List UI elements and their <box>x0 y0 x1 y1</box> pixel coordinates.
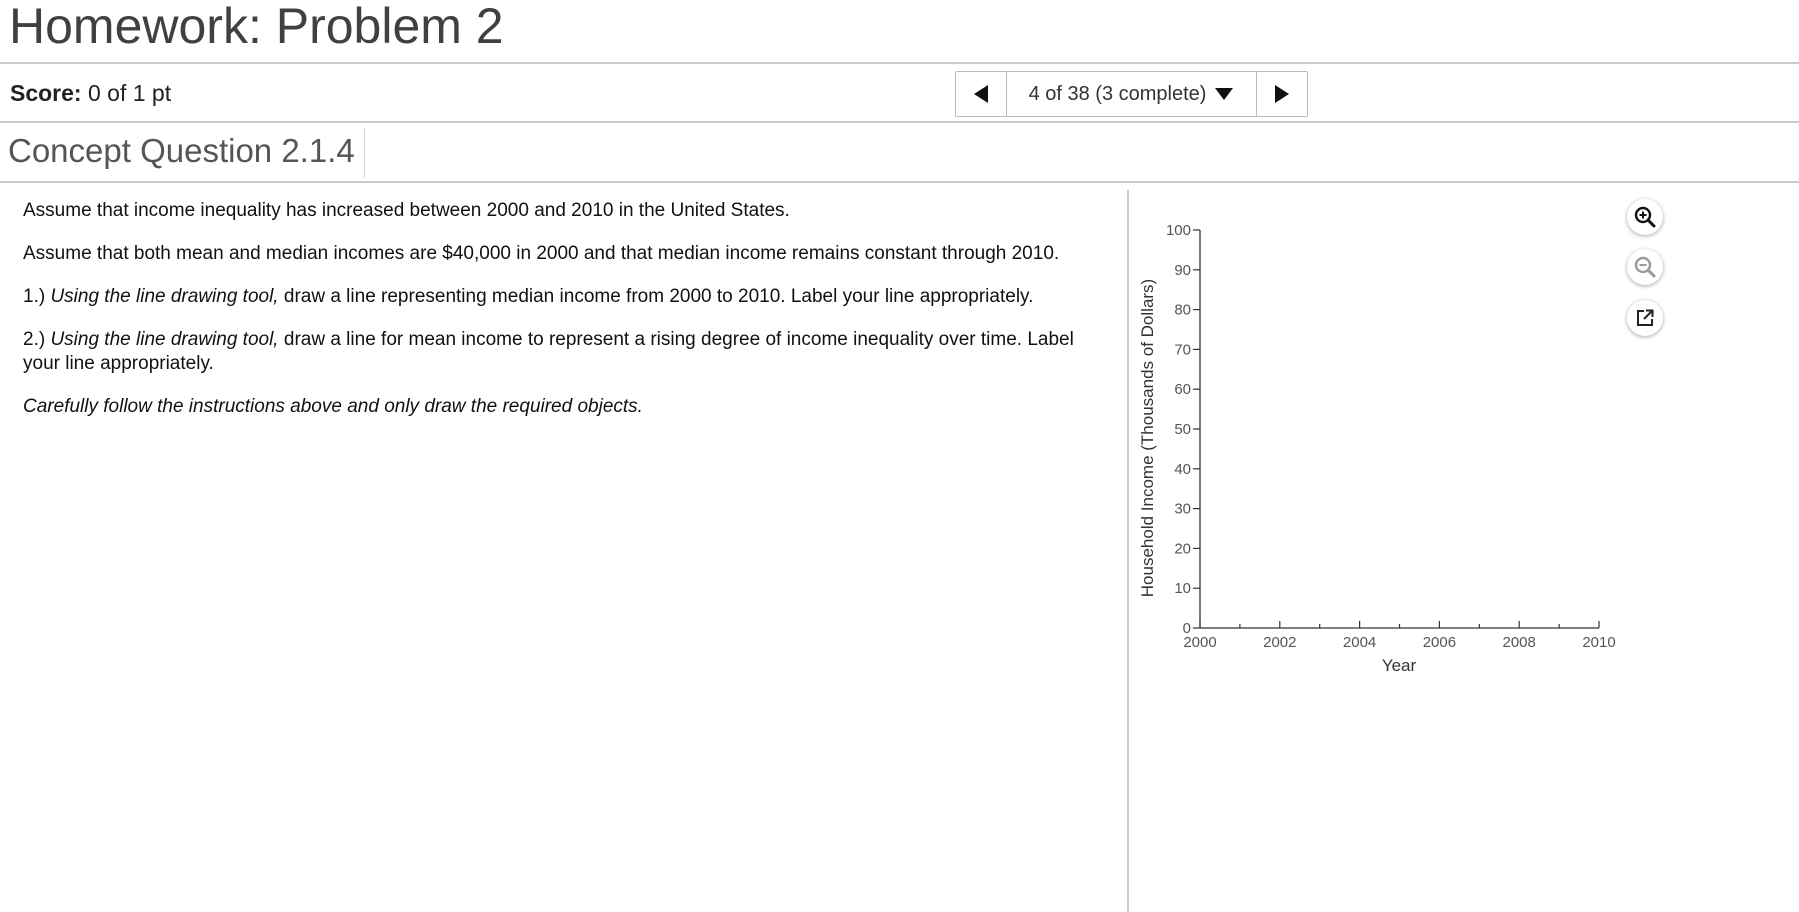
y-tick-label: 0 <box>1182 620 1191 637</box>
graph-area[interactable] <box>1130 210 1650 690</box>
x-tick-label: 2002 <box>1263 634 1297 651</box>
y-tick-label: 50 <box>1174 421 1191 438</box>
task-text: draw a line representing median income from 2000 to 2010. Label your line appropriately. <box>278 286 1034 307</box>
y-tick-label: 100 <box>1165 222 1191 239</box>
question-list-dropdown[interactable] <box>1007 72 1256 116</box>
y-tick-label: 70 <box>1174 341 1191 359</box>
x-axis-label: Year <box>1381 656 1417 675</box>
y-tick-label: 80 <box>1174 301 1191 319</box>
zoom-out-button[interactable] <box>1627 249 1663 285</box>
header-divider <box>0 62 1799 64</box>
question-title: Concept Question 2.1.4 <box>8 128 365 178</box>
pane-divider <box>1127 190 1129 912</box>
score-display <box>10 80 171 107</box>
page-title: Homework: Problem 2 <box>9 0 504 54</box>
next-question-button[interactable] <box>1256 72 1307 116</box>
instruction-paragraph: Assume that both mean and median incomes are $40,000 in 2000 and that median income remains constant through 2010. <box>23 243 1060 264</box>
x-tick-label: 2008 <box>1502 634 1536 651</box>
task-number: 1.) <box>23 286 51 307</box>
task-one <box>23 285 1113 309</box>
x-tick-label: 2006 <box>1422 634 1457 651</box>
x-tick-label: 2000 <box>1183 634 1217 651</box>
y-tick-label: 40 <box>1174 460 1191 478</box>
score-label: Score: <box>10 80 82 106</box>
score-divider <box>0 121 1799 123</box>
y-tick-label: 30 <box>1174 500 1191 518</box>
zoom-in-icon <box>1633 205 1657 229</box>
tool-emphasis: Using the line drawing tool, <box>50 329 279 350</box>
y-axis-label: Household Income (Thousands of Dollars) <box>1138 278 1157 598</box>
task-number: 2.) <box>23 329 51 350</box>
triangle-left-icon <box>973 84 989 104</box>
chevron-down-icon <box>1214 87 1234 101</box>
question-title-divider <box>0 181 1799 183</box>
task-two <box>23 328 1113 376</box>
question-text <box>23 199 1113 438</box>
instruction-paragraph: Assume that income inequality has increased between 2000 and 2010 in the United States. <box>23 200 790 221</box>
caution-note: Carefully follow the instructions above and only draw the required objects. <box>23 396 643 417</box>
y-tick-label: 20 <box>1174 540 1191 558</box>
triangle-right-icon <box>1274 84 1290 104</box>
x-tick-label: 2010 <box>1582 634 1616 651</box>
zoom-in-button[interactable] <box>1627 199 1663 235</box>
y-tick-label: 60 <box>1174 381 1191 399</box>
tool-emphasis: Using the line drawing tool, <box>50 286 279 307</box>
popout-button[interactable] <box>1627 300 1663 336</box>
question-position: 4 of 38 (3 complete) <box>1028 82 1207 105</box>
zoom-out-icon <box>1633 255 1657 279</box>
task-text: draw a line for mean income to represent a rising degree of income inequality over time. Label your line appropriately. <box>23 329 1074 374</box>
score-value: 0 of 1 pt <box>87 80 172 106</box>
x-tick-label: 2004 <box>1342 634 1377 651</box>
y-tick-label: 10 <box>1174 580 1191 598</box>
previous-question-button[interactable] <box>956 72 1007 116</box>
y-tick-label: 90 <box>1174 261 1191 279</box>
popout-icon <box>1634 307 1656 329</box>
question-navigator <box>955 71 1308 117</box>
